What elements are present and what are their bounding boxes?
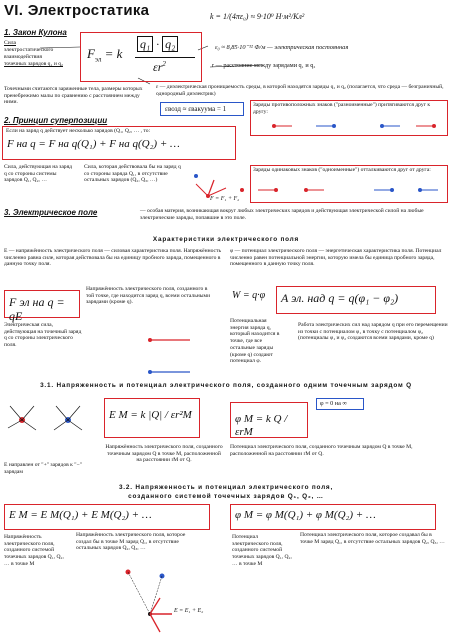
system-intensity-right-note: Напряжённость электрического поля, которое создал бы в точке M заряд Q₁, в отсутствие остальных зарядов Q₂, Q₃, … (76, 532, 186, 552)
system-potential-right-note: Потенциал электрического поля, которое создавал бы в точке M заряд Q₁, в отсутствие остальных зарядов Q₂, Q₃, … (300, 532, 445, 545)
section-32-header-1: 3.2. Напряженность и потенциал электрического поля, (118, 484, 334, 491)
potential-infinity-box: φ = 0 на ∞ (316, 398, 364, 410)
intensity-definition: E — напряжённость электрического поля — силовая характеристика поля. Напряжённость численно равна силе, которая действовала бы на единицу пробного заряда, помещенного в данную точку поля. (4, 248, 222, 268)
eps0-text: ε₀ ≈ 8,85·10⁻¹² Ф/м — электрическая постоянная (215, 44, 349, 51)
point-potential-formula: φ M = k Q / εrM (235, 413, 288, 439)
force-field-formula: F эл на q = qE (9, 295, 65, 324)
force-label-line-1: Сила (4, 40, 16, 46)
point-charges-note: Точечными считаются заряженные тела, размеры которых пренебрежимо малы по сравнению с расстоянием между ними. (4, 86, 143, 106)
point-intensity-formula: E M = k |Q| / εr²M (109, 409, 192, 421)
r-text: r — расстояние между зарядами q₁ и q₂ (212, 62, 316, 69)
force-label-line-3: взаимодействия (4, 53, 42, 60)
energy-note: Потенциальная энергия заряда q, который находится в точке, где все остальные заряды (кроме q) создают потенциал φ. (230, 318, 280, 365)
superposition-right-note: Сила, которая действовала бы на заряд q со стороны заряда Q₁, в отсутствие остальных зарядов (Q₂, Q₃, …) (84, 164, 181, 184)
force-label-line-2: электростатического (4, 46, 54, 53)
work-note: Работа электрических сил над зарядом q при его перемещении из точки с потенциалом φ₁ в точку с потенциалом φ₂ (потенциалы φ₁ и φ₂ создаются всеми зарядами, кроме q) (298, 322, 448, 342)
characteristics-header: Характеристики электрического поля (152, 236, 300, 243)
page-title: VI. Электростатика (4, 2, 150, 19)
superposition-left-note: Сила, действующая на заряд q со стороны системы зарядов Q₁, Q₂, … (4, 164, 73, 184)
potential-definition: φ — потенциал электрического поля — энергетическая характеристика поля. Потенциал численно равен потенциальной энергии, которую имела бы единица пробного заряда, помещенного в данную точку поля. (230, 248, 442, 268)
epsilon-note: ε — диэлектрическая проницаемость среды, в которой находятся заряды q₁ и q₂ (полагается, что среда — безграничный, однородный диэлектрик) (156, 84, 444, 97)
k-formula: k = 1/(4πε₀) ≈ 9·10⁹ Н·м²/Кл² (210, 12, 305, 21)
force-label-line-4: точечных зарядов q₁ и q₂ (4, 60, 63, 67)
direction-note: E направлен от "+" зарядов к "−" зарядам (4, 462, 82, 475)
intensity-note: Напряжённость электрического поля, созданного в той точке, где находится заряд q, всеми остальными зарядами (кроме q). (86, 286, 211, 306)
section-1-heading: 1. Закон Кулона (4, 28, 67, 37)
field-definition: — особая материя, возникающая вокруг любых электрических зарядов и действующая электрической силой на любые электрические заряды, попавшие в это поле. (140, 208, 424, 221)
denominator: $\varepsilon r^2$ (153, 60, 166, 74)
point-potential-note: Потенциал электрического поля, созданного точечным зарядом Q в точке M, расположенной на расстоянии rM от Q. (230, 444, 413, 457)
point-intensity-note: Напряжённость электрического поля, созданного точечным зарядом Q в точке M, расположенной на расстоянии rM от Q. (105, 444, 223, 464)
repel-text: Заряды одинаковых знаков ("одноименные") отталкиваются друг от друга: (253, 167, 431, 173)
superposition-sum: F = F₁ + F₂ (210, 196, 240, 202)
section-32-header-2: созданного системой точечных зарядов Q₁, Q₂, … (128, 493, 324, 500)
system-potential-left-note: Потенциал электрического поля, созданного системой точечных зарядов Q₁, Q₂, … в точке M (232, 534, 292, 567)
charges-product: q₁ · q₂ (137, 37, 178, 51)
superposition-formula: F на q = F на q(Q₁) + F на q(Q₂) + … (7, 137, 180, 150)
energy-formula: W = q·φ (232, 290, 266, 301)
section-31-header: 3.1. Напряженность и потенциал электрического поля, созданного одним точечным зарядом Q (40, 382, 412, 389)
system-potential-formula: φ M = φ M(Q₁) + φ M(Q₂) + … (235, 509, 376, 521)
force-symbol: $F_{эл} = k$ (87, 46, 123, 64)
system-intensity-left-note: Напряжённость электрического поля, созданного системой точечных зарядов Q₁, Q₂, … в точке M (4, 534, 64, 567)
eps-vacuum-box: εвозд ≈ εвакуума = 1 (160, 102, 244, 116)
force-note: Электрическая сила, действующая на точечный заряд q со стороны электрического поля. (4, 322, 82, 349)
attract-text: Заряды противоположных знаков ("разноименные") притягиваются друг к другу: (253, 102, 431, 115)
system-intensity-sum: E = E₁ + E₂ (174, 608, 204, 614)
section-2-heading: 2. Принцип суперпозиции (4, 116, 108, 125)
superposition-intro: Если на заряд q действует несколько зарядов (Q₁, Q₂, … , то: (6, 128, 151, 134)
work-formula: A эл. над q = q(φ₁ − φ₂) (281, 291, 399, 305)
section-3-heading: 3. Электрическое поле (4, 208, 98, 217)
system-intensity-formula: E M = E M(Q₁) + E M(Q₂) + … (9, 509, 152, 521)
